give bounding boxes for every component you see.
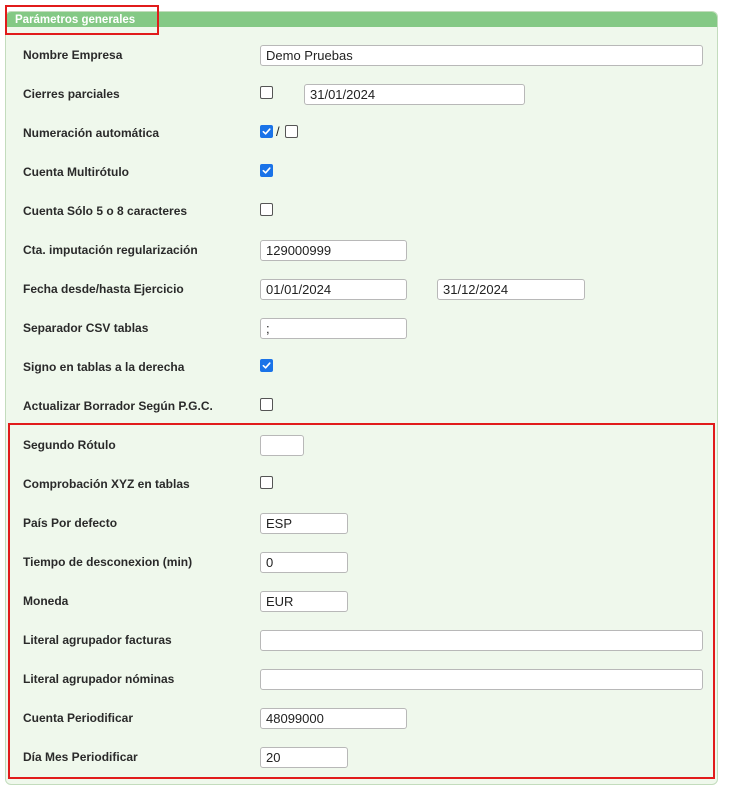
cuenta-solo-checkbox[interactable] xyxy=(260,203,273,216)
title-highlight-box xyxy=(5,5,159,35)
dia-mes-periodificar-label: Día Mes Periodificar xyxy=(23,750,138,764)
actualizar-borrador-checkbox[interactable] xyxy=(260,398,273,411)
cierres-parciales-date-input[interactable]: 31/01/2024 xyxy=(304,84,525,105)
cierres-parciales-checkbox[interactable] xyxy=(260,86,273,99)
signo-tablas-checkbox[interactable] xyxy=(260,359,273,372)
tiempo-desconexion-input[interactable]: 0 xyxy=(260,552,348,573)
actualizar-borrador-label: Actualizar Borrador Según P.G.C. xyxy=(23,399,213,413)
fecha-hasta-input[interactable]: 31/12/2024 xyxy=(437,279,585,300)
literal-nominas-label: Literal agrupador nóminas xyxy=(23,672,175,686)
cierres-parciales-label: Cierres parciales xyxy=(23,87,120,101)
literal-nominas-input[interactable] xyxy=(260,669,703,690)
segundo-rotulo-label: Segundo Rótulo xyxy=(23,438,116,452)
pais-defecto-input[interactable]: ESP xyxy=(260,513,348,534)
numeracion-automatica-label: Numeración automática xyxy=(23,126,160,140)
literal-facturas-input[interactable] xyxy=(260,630,703,651)
separador-csv-label: Separador CSV tablas xyxy=(23,321,149,335)
cuenta-solo-label: Cuenta Sólo 5 o 8 caracteres xyxy=(23,204,188,218)
checkmark-icon xyxy=(262,361,271,370)
moneda-label: Moneda xyxy=(23,594,69,608)
nombre-empresa-label: Nombre Empresa xyxy=(23,48,123,62)
panel-title: Parámetros generales xyxy=(15,14,136,26)
signo-tablas-label: Signo en tablas a la derecha xyxy=(23,360,185,374)
cuenta-periodificar-input[interactable]: 48099000 xyxy=(260,708,407,729)
dia-mes-periodificar-input[interactable]: 20 xyxy=(260,747,348,768)
comprobacion-xyz-checkbox[interactable] xyxy=(260,476,273,489)
checkmark-icon xyxy=(262,166,271,175)
numeracion-automatica-checkbox-a[interactable] xyxy=(260,125,273,138)
checkmark-icon xyxy=(262,127,271,136)
cuenta-periodificar-label: Cuenta Periodificar xyxy=(23,711,134,725)
fecha-desde-input[interactable]: 01/01/2024 xyxy=(260,279,407,300)
cuenta-multirotulo-label: Cuenta Multirótulo xyxy=(23,165,129,179)
cta-imputacion-input[interactable]: 129000999 xyxy=(260,240,407,261)
moneda-input[interactable]: EUR xyxy=(260,591,348,612)
comprobacion-xyz-label: Comprobación XYZ en tablas xyxy=(23,477,190,491)
pais-defecto-label: País Por defecto xyxy=(23,516,118,530)
numeracion-separator: / xyxy=(276,124,280,139)
tiempo-desconexion-label: Tiempo de desconexion (min) xyxy=(23,555,193,569)
cta-imputacion-label: Cta. imputación regularización xyxy=(23,243,198,257)
fecha-ejercicio-label: Fecha desde/hasta Ejercicio xyxy=(23,282,184,296)
separador-csv-input[interactable]: ; xyxy=(260,318,407,339)
literal-facturas-label: Literal agrupador facturas xyxy=(23,633,172,647)
cuenta-multirotulo-checkbox[interactable] xyxy=(260,164,273,177)
numeracion-automatica-checkbox-b[interactable] xyxy=(285,125,298,138)
segundo-rotulo-input[interactable] xyxy=(260,435,304,456)
nombre-empresa-input[interactable]: Demo Pruebas xyxy=(260,45,703,66)
